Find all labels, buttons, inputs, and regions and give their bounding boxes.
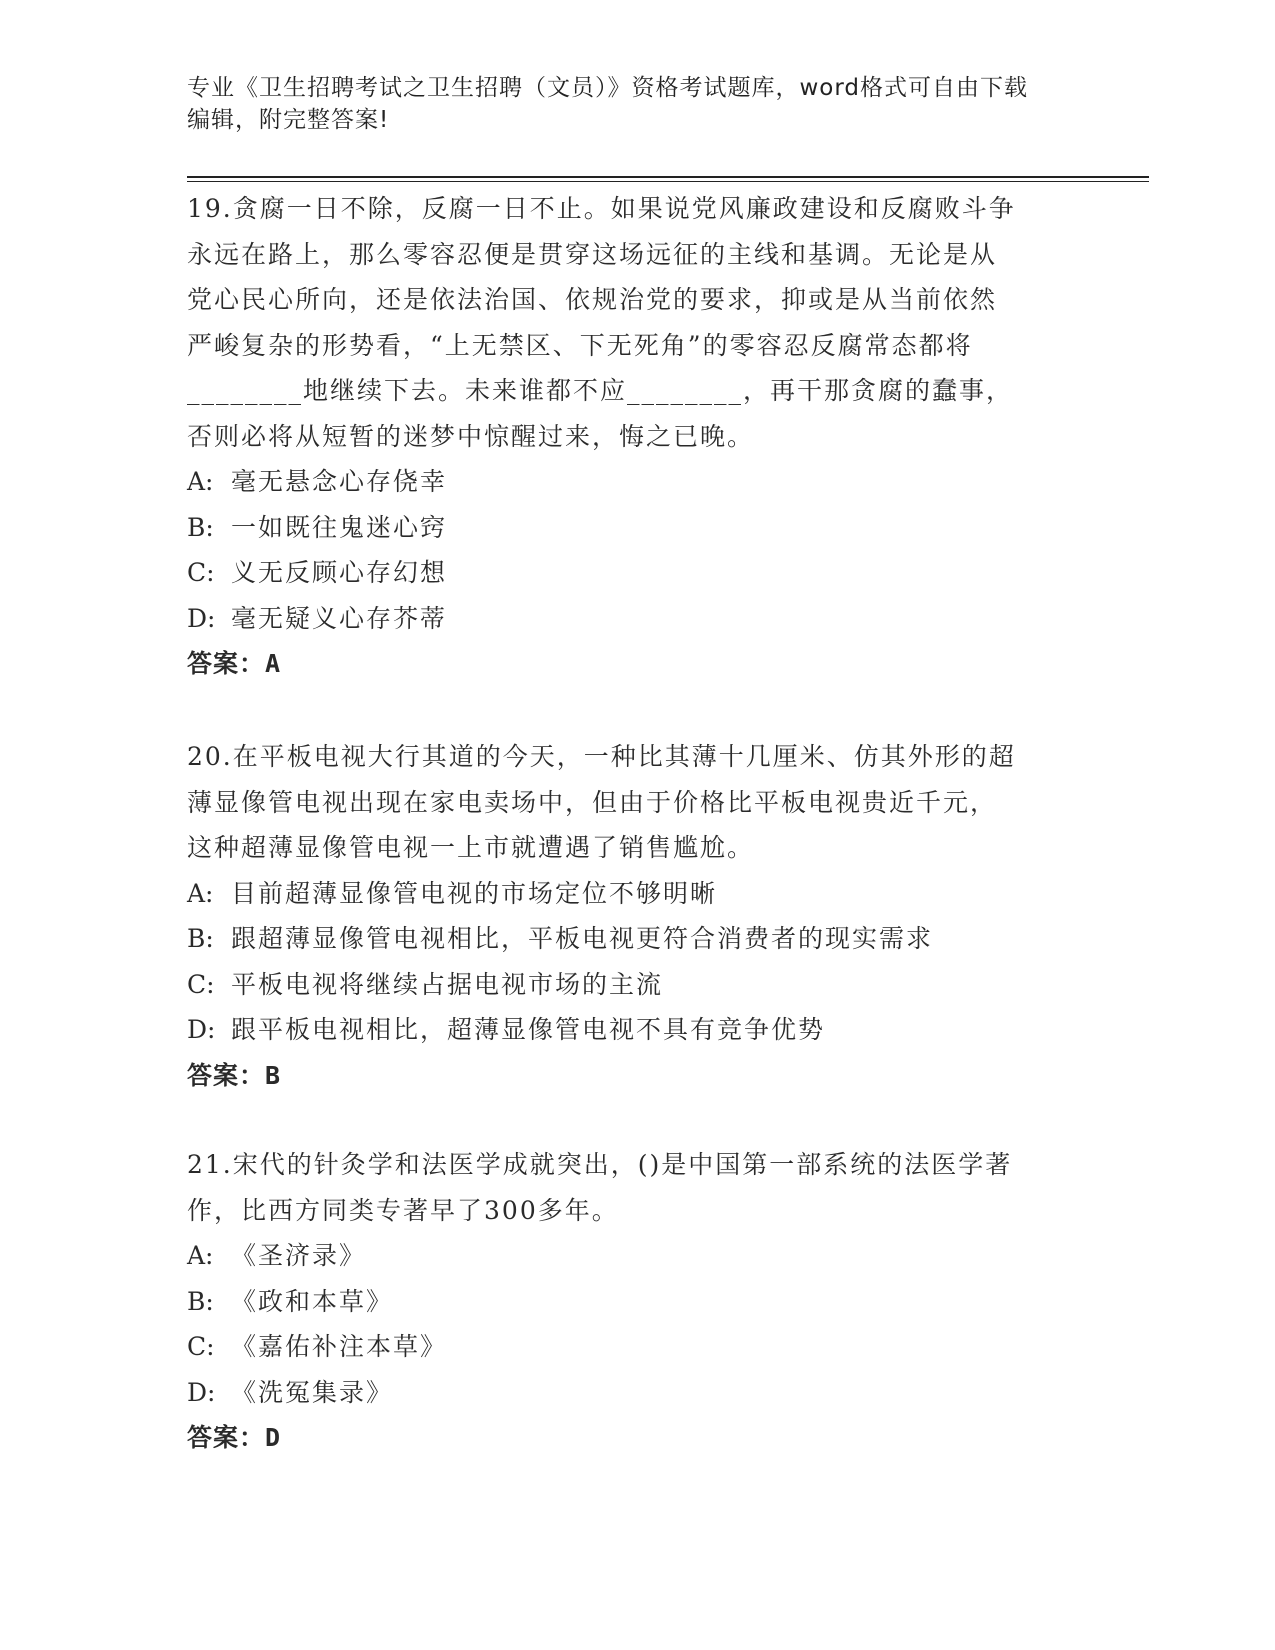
option-letter: D: bbox=[187, 1015, 216, 1044]
option-text: 《洗冤集录》 bbox=[231, 1377, 394, 1407]
option-text: 目前超薄显像管电视的市场定位不够明晰 bbox=[231, 878, 718, 908]
answer-value: B bbox=[265, 1060, 282, 1090]
option-text: 义无反顾心存幻想 bbox=[231, 558, 448, 587]
option-text: 跟平板电视相比，超薄显像管电视不具有竞争优势 bbox=[231, 1015, 826, 1044]
option-text: 毫无悬念心存侥幸 bbox=[231, 467, 448, 496]
option-text: 毫无疑义心存芥蒂 bbox=[231, 603, 448, 633]
option-letter: B: bbox=[187, 1286, 214, 1316]
answer-line bbox=[187, 1415, 1087, 1461]
option-text: 《政和本草》 bbox=[231, 1286, 394, 1316]
option-b bbox=[187, 916, 1087, 962]
option-text: 跟超薄显像管电视相比，平板电视更符合消费者的现实需求 bbox=[231, 924, 934, 953]
option-text: 平板电视将继续占据电视市场的主流 bbox=[231, 969, 664, 999]
question-20 bbox=[187, 734, 1087, 1098]
option-a bbox=[187, 459, 1087, 505]
answer-value: D bbox=[265, 1423, 282, 1452]
question-text-line: 这种超薄显像管电视一上市就遭遇了销售尴尬。 bbox=[187, 833, 755, 862]
question-text-line: 永远在路上，那么零容忍便是贯穿这场远征的主线和基调。无论是从 bbox=[187, 239, 998, 269]
option-letter: A: bbox=[187, 467, 214, 496]
question-21 bbox=[187, 1142, 1087, 1461]
option-b bbox=[187, 1279, 1087, 1325]
question-text-line: 薄显像管电视出现在家电卖场中，但由于价格比平板电视贵近千元， bbox=[187, 787, 998, 817]
question-text-line: 党心民心所向，还是依法治国、依规治党的要求，抑或是从当前依然 bbox=[187, 285, 998, 314]
option-letter: C: bbox=[187, 1332, 215, 1361]
option-letter: B: bbox=[187, 924, 214, 953]
header-line-2: 编辑，附完整答案! bbox=[187, 107, 390, 133]
option-text: 《嘉佑补注本草》 bbox=[231, 1332, 448, 1361]
option-d bbox=[187, 1370, 1087, 1416]
option-letter: C: bbox=[187, 969, 215, 999]
header-divider-thick bbox=[187, 176, 1149, 178]
question-text-line: 否则必将从短暂的迷梦中惊醒过来，悔之已晚。 bbox=[187, 421, 755, 451]
header-line-1: 专业《卫生招聘考试之卫生招聘（文员）》资格考试题库，word格式可自由下载 bbox=[187, 75, 1029, 101]
question-text-line: 严峻复杂的形势看，“上无禁区、下无死角”的零容忍反腐常态都将 bbox=[187, 330, 973, 360]
option-d bbox=[187, 596, 1087, 642]
question-text-line: ________地继续下去。未来谁都不应________，再干那贪腐的蠢事， bbox=[187, 376, 1014, 405]
answer-line bbox=[187, 641, 1087, 687]
option-letter: D: bbox=[187, 1377, 216, 1407]
option-a bbox=[187, 871, 1087, 917]
question-text-line: 21.宋代的针灸学和法医学成就突出，()是中国第一部系统的法医学著 bbox=[187, 1150, 1013, 1179]
option-letter: C: bbox=[187, 558, 215, 587]
document-header bbox=[187, 72, 1087, 136]
question-text-line: 19.贪腐一日不除，反腐一日不止。如果说党风廉政建设和反腐败斗争 bbox=[187, 194, 1016, 223]
answer-label: 答案： bbox=[187, 1060, 266, 1090]
option-c bbox=[187, 1324, 1087, 1370]
option-c bbox=[187, 550, 1087, 596]
answer-label: 答案： bbox=[187, 1423, 266, 1452]
option-letter: A: bbox=[187, 878, 214, 908]
option-letter: D: bbox=[187, 603, 216, 633]
option-text: 一如既往鬼迷心窍 bbox=[231, 512, 448, 542]
answer-value: A bbox=[265, 649, 282, 678]
question-text-line: 20.在平板电视大行其道的今天，一种比其薄十几厘米、仿其外形的超 bbox=[187, 742, 1016, 771]
option-d bbox=[187, 1007, 1087, 1053]
option-letter: A: bbox=[187, 1241, 214, 1270]
question-text-line: 作，比西方同类专著早了300多年。 bbox=[187, 1195, 619, 1225]
option-b bbox=[187, 505, 1087, 551]
header-divider-thin bbox=[187, 181, 1149, 182]
option-a bbox=[187, 1233, 1087, 1279]
option-text: 《圣济录》 bbox=[231, 1241, 367, 1270]
answer-label: 答案： bbox=[187, 649, 266, 678]
option-letter: B: bbox=[187, 512, 214, 542]
option-c bbox=[187, 962, 1087, 1008]
answer-line bbox=[187, 1053, 1087, 1099]
question-19 bbox=[187, 186, 1087, 687]
